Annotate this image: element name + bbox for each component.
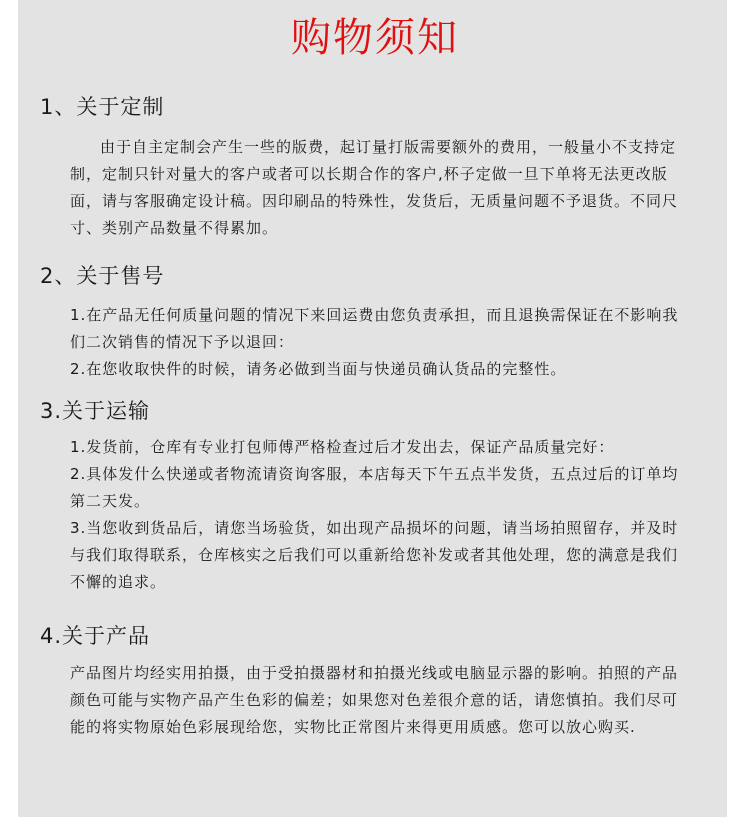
section-shipping-item-2: 2.具体发什么快递或者物流请资询客服，本店每天下午五点半发货，五点过后的订单均第二天发。 xyxy=(70,465,679,510)
section-heading-product: 4.关于产品 xyxy=(40,624,151,648)
section-shipping-item-1: 1.发货前，仓库有专业打包师傅严格检查过后才发出去，保证产品质量完好： xyxy=(70,438,615,456)
section-product-paragraph: 产品图片均经实用拍摄，由于受拍摄器材和拍摄光线或电脑显示器的影响。拍照的产品颜色可能与实物产品产生色彩的偏差；如果您对色差很介意的话，请您慎拍。我们尽可能的将实物原始色彩展现给您，实物比正常图片来得更用质感。您可以放心购买. xyxy=(70,664,679,736)
page-title: 购物须知 xyxy=(291,15,459,61)
section-shipping-item-3: 3.当您收到货品后，请您当场验货，如出现产品损坏的问题，请当场拍照留存，并及时与我们取得联系，仓库核实之后我们可以重新给您补发或者其他处理，您的满意是我们不懈的追求。 xyxy=(70,519,679,591)
section-heading-custom: 1、关于定制 xyxy=(40,95,165,119)
section-aftersale-item-1: 1.在产品无任何质量问题的情况下来回运费由您负责承担，而且退换需保证在不影响我们二次销售的情况下予以退回： xyxy=(70,306,679,351)
section-heading-aftersale: 2、关于售号 xyxy=(40,264,165,288)
section-heading-shipping: 3.关于运输 xyxy=(40,399,151,423)
section-aftersale-item-2: 2.在您收取快件的时候，请务必做到当面与快递员确认货品的完整性。 xyxy=(70,360,567,378)
section-custom-paragraph: 由于自主定制会产生一些的版费，起订量打版需要额外的费用，一般量小不支持定制，定制只针对量大的客户或者可以长期合作的客户,杯子定做一旦下单将无法更改版面，请与客服确定设计稿。因印刷品的特殊性，发货后，无质量问题不予退货。不同尺寸、类别产品数量不得累加。 xyxy=(70,138,679,237)
